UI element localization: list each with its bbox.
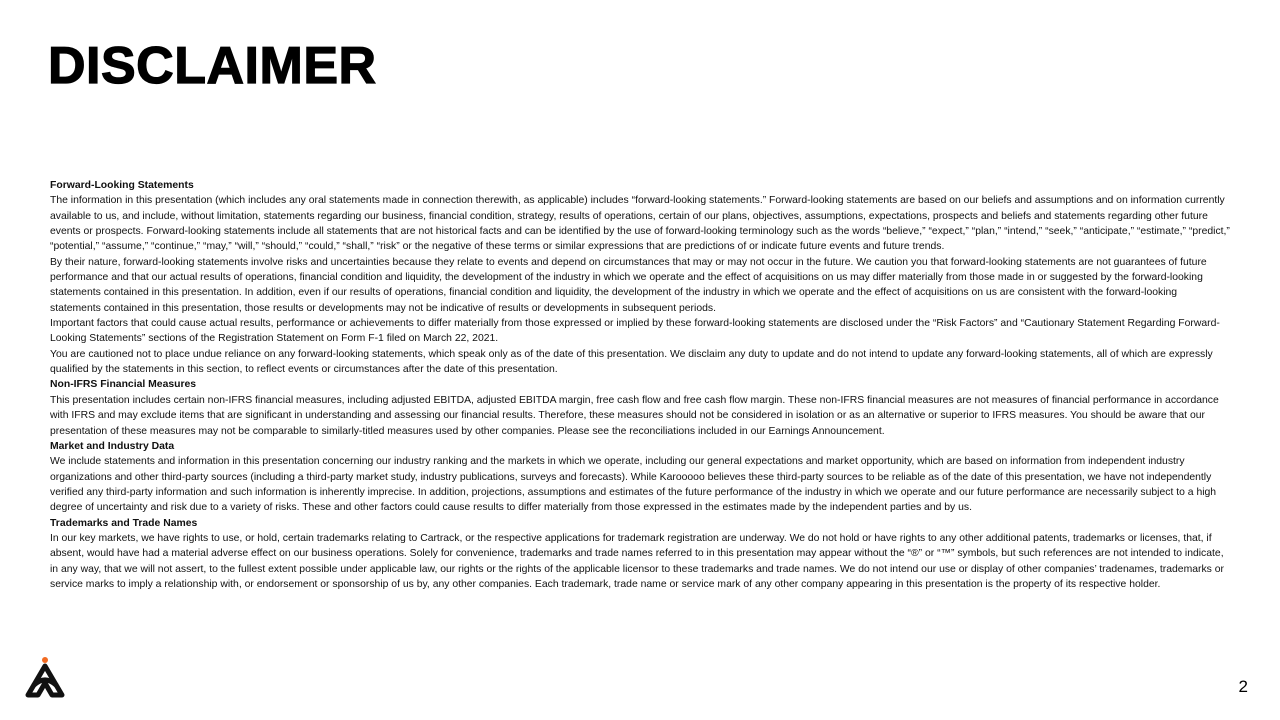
page-title: DISCLAIMER [48,37,377,95]
section-heading-non-ifrs: Non-IFRS Financial Measures [50,379,197,391]
section-paragraph: By their nature, forward-looking statements involve risks and uncertainties because they relate to events and depend on circumstances that may or may not occur in the future. We caution you that forward-looking statements are not guarantees of future performance and that our actual results of operations, financial condition and liquidity, the development of the industry in which we operate and the effect of acquisitions on us may differ materially from those made in or suggested by the forward-looking statements contained in this presentation. In addition, even if our results of operations, financial condition and liquidity, the development of the industry in which we operate and the effect of acquisitions on us are consistent with the forward-looking statements contained in this presentation, those results or developments may not be indicative of results or developments in subsequent periods. [50,256,1207,314]
section-heading-forward-looking: Forward-Looking Statements [50,180,194,191]
section-paragraph: This presentation includes certain non-IFRS financial measures, including adjusted EBITDA, adjusted EBITDA margin, free cash flow and free cash flow margin. These non-IFRS financial measures are not measures of financial performance in accordance with IFRS and may exclude items that are significant in understanding and assessing our financial results. Therefore, these measures should not be considered in isolation or as an alternative or superior to IFRS measures. You should be aware that our presentation of these measures may not be comparable to similarly-titled measures used by other companies. Please see the reconciliations included in our Earnings Announcement. [50,394,1219,437]
disclaimer-body [50,178,1230,592]
section-paragraph: The information in this presentation (which includes any oral statements made in connection therewith, as applicable) includes “forward-looking statements.” Forward-looking statements are based on our beliefs and assumptions and on information currently available to us, and include, without limitation, statements regarding our business, financial condition, strategy, results of operations, certain of our plans, objectives, assumptions, expectations, prospects and beliefs and statements regarding other future events or prospects. Forward-looking statements include all statements that are not historical facts and can be identified by the use of forward-looking terminology such as the words “believe,” “expect,” “plan,” “intend,” “seek,” “anticipate,” “estimate,” “predict,” “potential,” “assume,” “continue,” “may,” “will,” “should,” “could,” “shall,” “risk” or the negative of these terms or similar expressions that are predictions of or indicate future events and future trends. [50,195,1230,253]
section-paragraph: We include statements and information in this presentation concerning our industry ranking and the markets in which we operate, including our general expectations and market opportunity, which are based on information from independent industry organizations and other third-party sources (including a third-party market study, industry publications, surveys and forecasts). While Karooooo believes these third-party sources to be reliable as of the date of this presentation, we have not independently verified any third-party information and such information is inherently imprecise. In addition, projections, assumptions and estimates of the future performance of the industry in which we operate and our future performance are necessarily subject to a high degree of uncertainty and risk due to a variety of risks. These and other factors could cause results to differ materially from those expressed in the estimates made by the independent parties and by us. [50,456,1217,514]
section-heading-trademarks: Trademarks and Trade Names [50,517,198,529]
logo-svg [24,655,66,699]
logo-dot [42,657,48,663]
section-paragraph: Important factors that could cause actual results, performance or achievements to differ materially from those expressed or implied by these forward-looking statements are disclosed under the “Risk Factors” and “Cautionary Statement Regarding Forward-Looking Statements” sections of the Registration Statement on Form F-1 filed on March 22, 2021. [50,318,1220,345]
karooooo-logo-icon [24,655,66,699]
section-paragraph: In our key markets, we have rights to use, or hold, certain trademarks relating to Cartrack, or the respective applications for trademark registration are underway. We do not hold or have rights to any other additional patents, trademarks or licenses, that, if absent, would have had a material adverse effect on our business operations. Solely for convenience, trademarks and trade names referred to in this presentation may appear without the “®” or “™” symbols, but such references are not intended to indicate, in any way, that we will not assert, to the fullest extent possible under applicable law, our rights or the rights of the applicable licensor to these trademarks and trade names. We do not intend our use or display of other companies’ tradenames, trademarks or service marks to imply a relationship with, or endorsement or sponsorship of us by, any other companies. Each trademark, trade name or service mark of any other company appearing in this presentation is the property of its respective holder. [50,532,1224,590]
section-heading-market-data: Market and Industry Data [50,440,175,452]
page-number: 2 [1238,677,1248,696]
section-paragraph: You are cautioned not to place undue reliance on any forward-looking statements, which speak only as of the date of this presentation. We disclaim any duty to update and do not intend to update any forward-looking statements, all of which are expressly qualified by the statements in this section, to reflect events or circumstances after the date of this presentation. [50,348,1213,376]
